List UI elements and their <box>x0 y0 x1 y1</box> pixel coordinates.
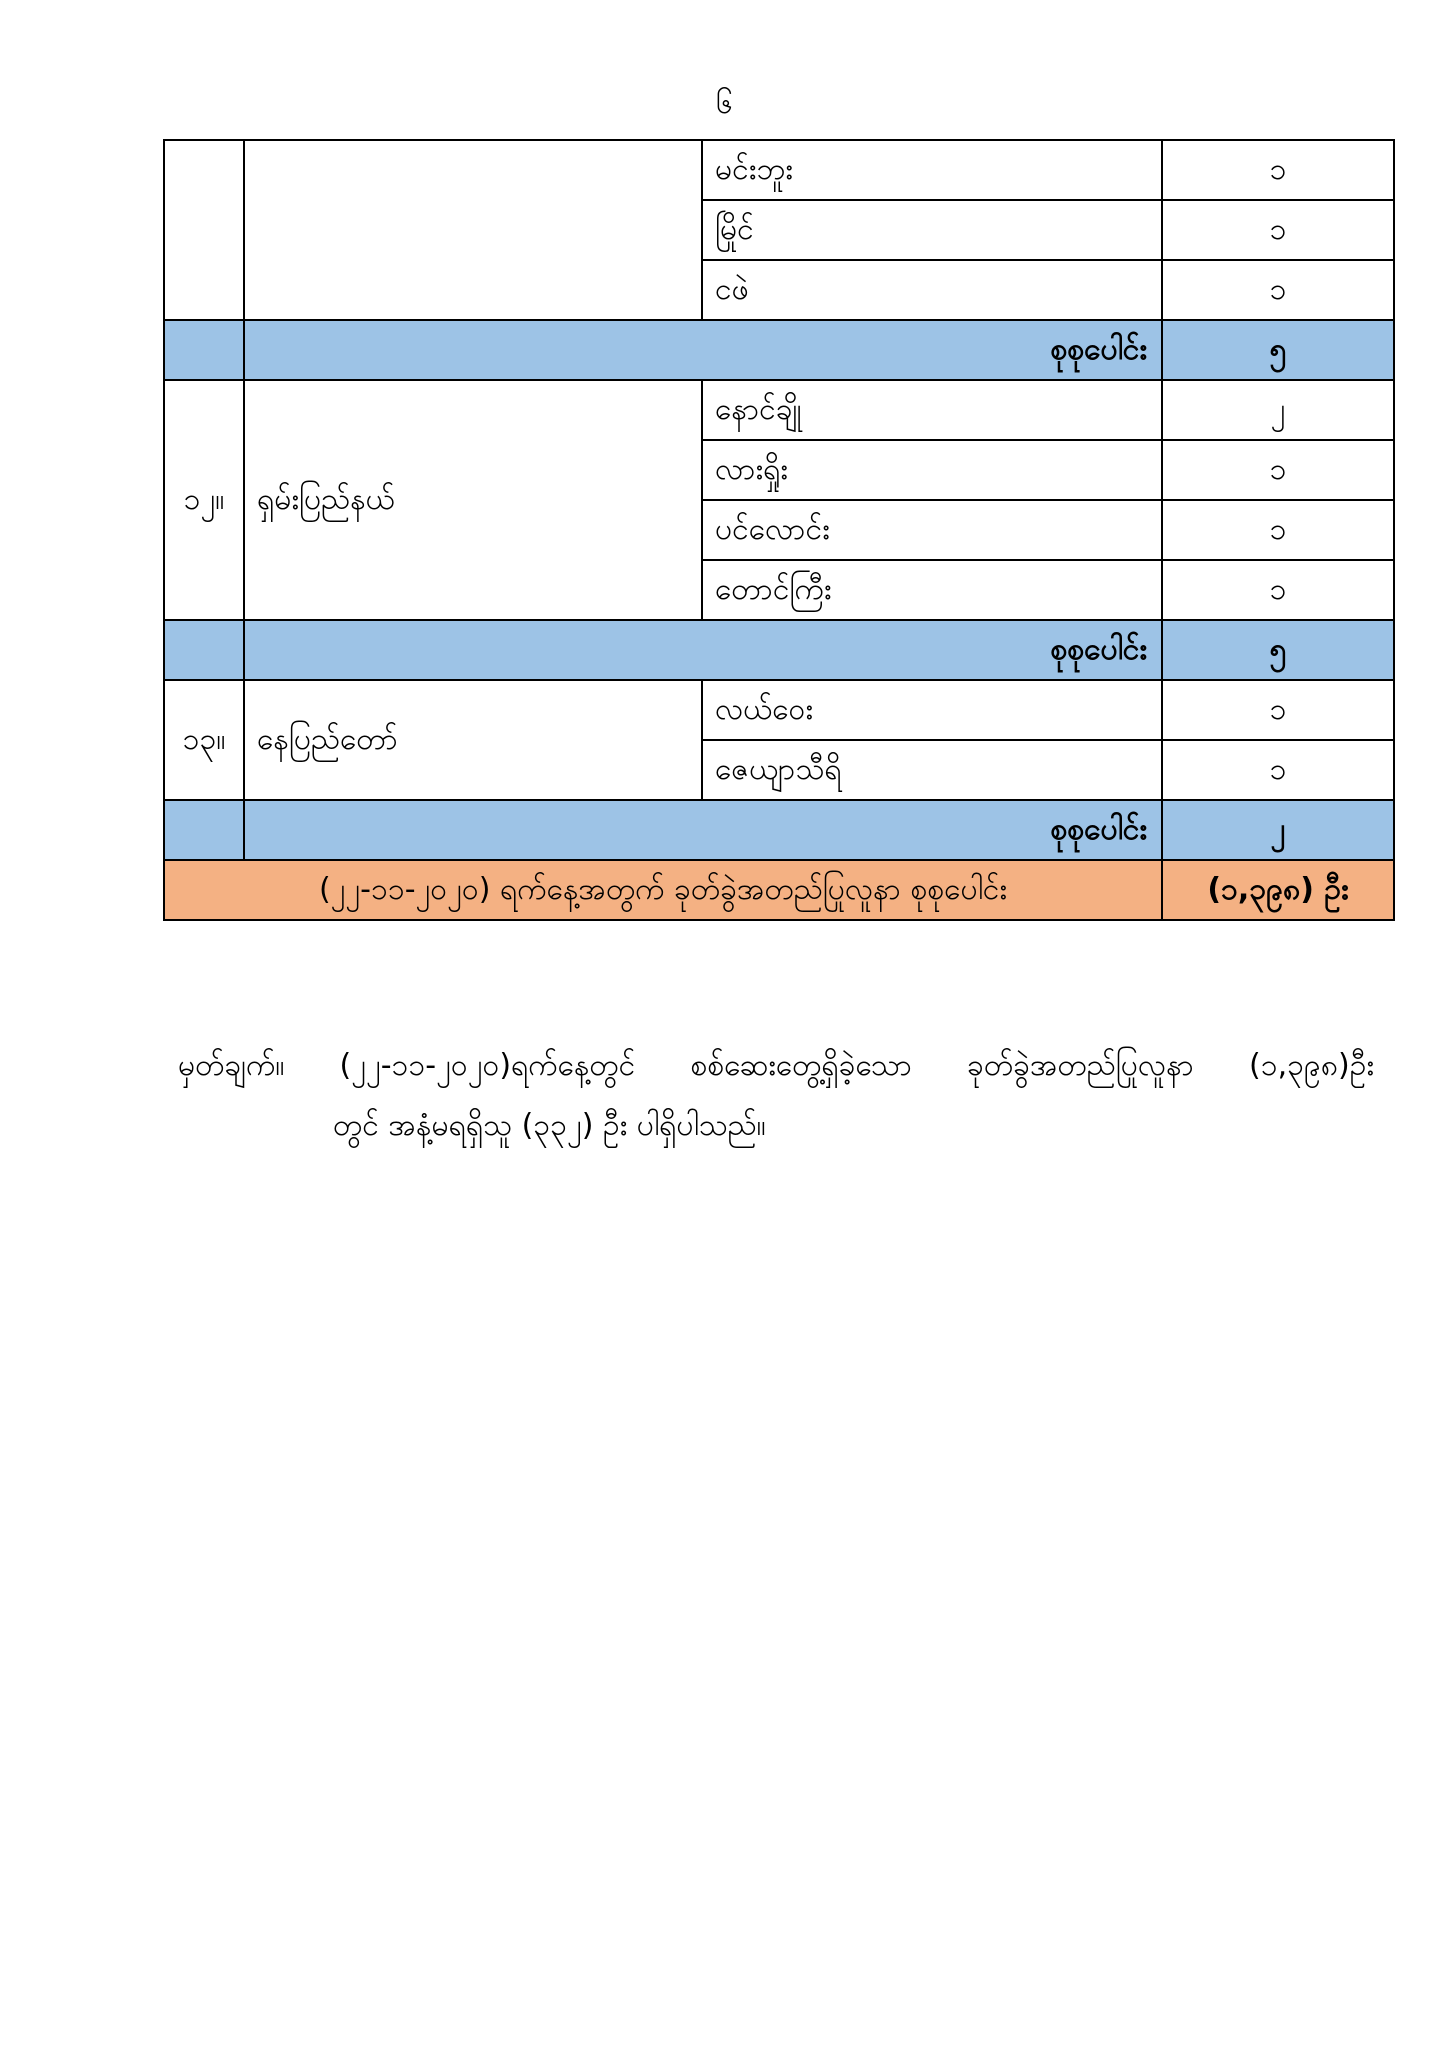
count-cell: ၁ <box>1162 560 1394 620</box>
subtotal-number-cell <box>164 800 244 860</box>
footnote-word: စစ်ဆေးတွေ့ရှိခဲ့သော <box>690 1048 912 1083</box>
subtotal-value: ၂ <box>1162 800 1394 860</box>
count-cell: ၁ <box>1162 440 1394 500</box>
subtotal-row <box>164 320 1394 380</box>
footnote-word: ခုတ်ခွဲအတည်ပြုလူနာ <box>967 1048 1194 1083</box>
region-cell: နေပြည်တော် <box>244 680 702 800</box>
town-cell: မင်းဘူး <box>702 140 1162 200</box>
table-row <box>164 380 1394 440</box>
town-cell: မြိုင် <box>702 200 1162 260</box>
subtotal-row <box>164 800 1394 860</box>
count-cell: ၁ <box>1162 260 1394 320</box>
town-cell: ဇေယျာသီရိ <box>702 740 1162 800</box>
table-row <box>164 680 1394 740</box>
page-number: ၆ <box>716 86 733 121</box>
town-cell: တောင်ကြီး <box>702 560 1162 620</box>
count-cell: ၁ <box>1162 200 1394 260</box>
footnote-word: (၂၂-၁၁-၂၀၂၀)ရက်နေ့တွင် <box>339 1048 636 1083</box>
town-cell: လယ်ဝေး <box>702 680 1162 740</box>
footnote-line-1 <box>178 1036 1374 1096</box>
grand-total-row <box>164 860 1394 920</box>
grand-total-value: (၁,၃၉၈) ဦး <box>1162 860 1394 920</box>
grand-total-label: (၂၂-၁၁-၂၀၂၀) ရက်နေ့အတွက် ခုတ်ခွဲအတည်ပြုလူနာ စုစုပေါင်း <box>164 860 1162 920</box>
row-number-cell: ၁၂။ <box>164 380 244 620</box>
subtotal-label: စုစုပေါင်း <box>244 320 1162 380</box>
footnote-word: (၁,၃၉၈)ဦး <box>1249 1048 1374 1083</box>
region-cell: ရှမ်းပြည်နယ် <box>244 380 702 620</box>
table-row <box>164 140 1394 200</box>
row-number-cell: ၁၃။ <box>164 680 244 800</box>
town-cell: လားရှိုး <box>702 440 1162 500</box>
footnote-line-2: တွင် အနံ့မရရှိသူ (၃၃၂) ဦး ပါရှိပါသည်။ <box>333 1108 766 1143</box>
footnote-label: မှတ်ချက်။ <box>178 1048 285 1083</box>
town-cell: နောင်ချို <box>702 380 1162 440</box>
count-cell: ၁ <box>1162 500 1394 560</box>
subtotal-row <box>164 620 1394 680</box>
count-cell: ၁ <box>1162 140 1394 200</box>
count-cell: ၁ <box>1162 680 1394 740</box>
subtotal-number-cell <box>164 620 244 680</box>
footnote <box>178 1036 1374 1156</box>
region-cell <box>244 140 702 320</box>
row-number-cell <box>164 140 244 320</box>
subtotal-label: စုစုပေါင်း <box>244 800 1162 860</box>
count-cell: ၂ <box>1162 380 1394 440</box>
subtotal-label: စုစုပေါင်း <box>244 620 1162 680</box>
subtotal-number-cell <box>164 320 244 380</box>
town-cell: ပင်လောင်း <box>702 500 1162 560</box>
surgery-patients-table <box>163 139 1395 921</box>
subtotal-value: ၅ <box>1162 620 1394 680</box>
subtotal-value: ၅ <box>1162 320 1394 380</box>
town-cell: ငဖဲ <box>702 260 1162 320</box>
count-cell: ၁ <box>1162 740 1394 800</box>
